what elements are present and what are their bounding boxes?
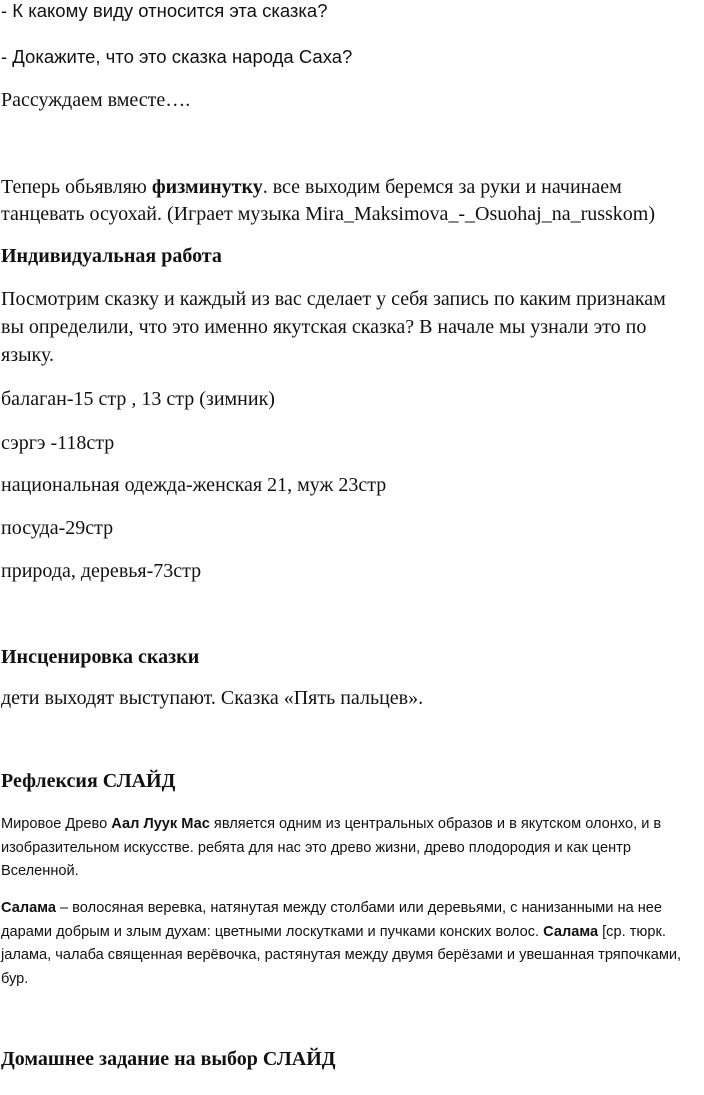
world-tree-name: Аал Луук Мас	[111, 816, 210, 832]
reasoning-line: Рассуждаем вместе….	[1, 89, 191, 111]
question-line-2: - Докажите, что это сказка народа Саха?	[1, 46, 353, 67]
physical-minute-line-1: Теперь обьявляю физминутку. все выходим беремся за руки и начинаем	[1, 176, 622, 198]
physical-minute-line-2: танцевать осуохай. (Играет музыка Mira_Maksimova_-_Osuohaj_na_russkom)	[1, 203, 656, 225]
salama-line-4: бур.	[1, 971, 29, 987]
question-line-1: - К какому виду относится эта сказка?	[1, 0, 328, 21]
salama-term: Салама	[1, 900, 56, 916]
staging-text: дети выходят выступают. Сказка «Пять пальцев».	[1, 687, 424, 709]
individual-work-line-2: вы определили, что это именно якутская сказка? В начале мы узнали это по	[1, 316, 647, 338]
world-tree-line-2: изобразительном искусстве. ребята для нас это древо жизни, древо плодородия и как центр	[1, 840, 631, 856]
section-heading-homework: Домашнее задание на выбор СЛАЙД	[1, 1048, 336, 1070]
list-item: природа, деревья-73стр	[1, 560, 202, 582]
list-item: национальная одежда-женская 21, муж 23стр	[1, 474, 387, 496]
section-heading-individual-work: Индивидуальная работа	[1, 245, 222, 267]
world-tree-line-3: Вселенной.	[1, 863, 79, 879]
salama-line-1: Салама – волосяная веревка, натянутая между столбами или деревьями, с нанизанными на нее	[1, 900, 663, 916]
list-item: балаган-15 стр , 13 стр (зимник)	[1, 388, 275, 410]
section-heading-reflection: Рефлексия СЛАЙД	[1, 770, 176, 792]
list-item: сэргэ -118стр	[1, 432, 115, 454]
individual-work-line-3: языку.	[1, 344, 54, 366]
salama-line-2: дарами добрым и злым духам: цветными лоскутками и пучками конских волос. Салама [ср. тюрк.	[1, 924, 666, 940]
world-tree-line-1: Мировое Древо Аал Луук Мас является одним из центральных образов и в якутском олонхо, и в	[1, 816, 662, 832]
salama-line-3: јалама, чалаба священная верёвочка, растянутая между двумя берёзами и увешанная тряпочками,	[1, 947, 682, 963]
individual-work-line-1: Посмотрим сказку и каждый из вас сделает у себя запись по каким признакам	[1, 288, 666, 310]
salama-term: Салама	[543, 924, 599, 940]
physical-minute-keyword: физминутку	[151, 176, 263, 198]
list-item: посуда-29стр	[1, 517, 114, 539]
section-heading-staging: Инсценировка сказки	[1, 646, 200, 668]
